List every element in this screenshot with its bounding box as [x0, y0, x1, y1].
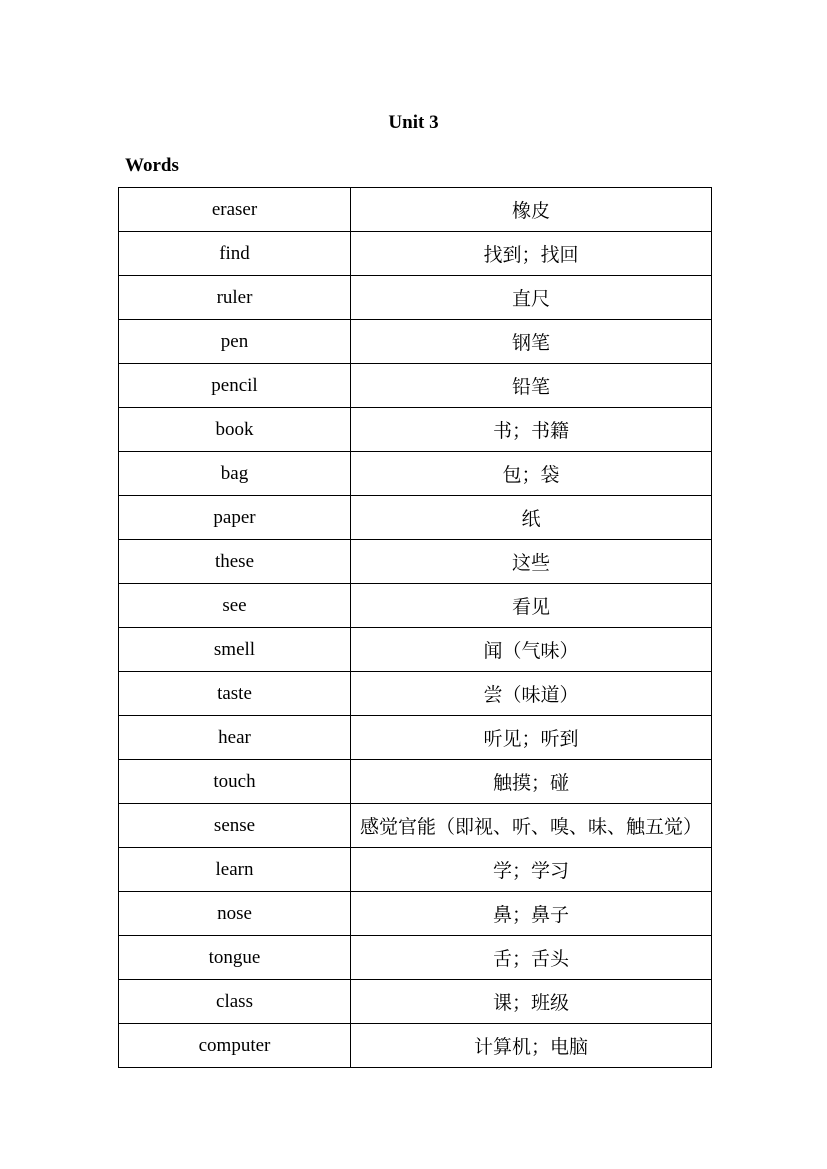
english-word-cell: smell — [119, 628, 351, 672]
chinese-meaning-cell: 找到；找回 — [351, 232, 712, 276]
chinese-meaning-cell: 课；班级 — [351, 980, 712, 1024]
chinese-meaning-cell: 学；学习 — [351, 848, 712, 892]
english-word-cell: class — [119, 980, 351, 1024]
chinese-meaning-cell: 纸 — [351, 496, 712, 540]
english-word-cell: bag — [119, 452, 351, 496]
page-title: Unit 3 — [388, 112, 439, 133]
chinese-meaning-cell: 包；袋 — [351, 452, 712, 496]
english-word-cell: pen — [119, 320, 351, 364]
english-word-cell: ruler — [119, 276, 351, 320]
table-row — [119, 804, 712, 848]
table-row — [119, 276, 712, 320]
table-row — [119, 936, 712, 980]
english-word-cell: touch — [119, 760, 351, 804]
chinese-meaning-cell: 书；书籍 — [351, 408, 712, 452]
english-word-cell: these — [119, 540, 351, 584]
table-row — [119, 320, 712, 364]
table-row — [119, 980, 712, 1024]
table-row — [119, 716, 712, 760]
english-word-cell: learn — [119, 848, 351, 892]
chinese-meaning-cell: 橡皮 — [351, 188, 712, 232]
chinese-meaning-cell: 钢笔 — [351, 320, 712, 364]
vocabulary-table — [118, 187, 712, 1068]
chinese-meaning-cell: 计算机；电脑 — [351, 1024, 712, 1068]
table-row — [119, 584, 712, 628]
english-word-cell: book — [119, 408, 351, 452]
table-row — [119, 760, 712, 804]
chinese-meaning-cell: 感觉官能（即视、听、嗅、味、触五觉） — [351, 804, 712, 848]
chinese-meaning-cell: 尝（味道） — [351, 672, 712, 716]
english-word-cell: eraser — [119, 188, 351, 232]
table-row — [119, 540, 712, 584]
chinese-meaning-cell: 直尺 — [351, 276, 712, 320]
chinese-meaning-cell: 看见 — [351, 584, 712, 628]
table-row — [119, 628, 712, 672]
table-row — [119, 672, 712, 716]
table-row — [119, 364, 712, 408]
chinese-meaning-cell: 铅笔 — [351, 364, 712, 408]
english-word-cell: tongue — [119, 936, 351, 980]
table-row — [119, 408, 712, 452]
chinese-meaning-cell: 这些 — [351, 540, 712, 584]
english-word-cell: pencil — [119, 364, 351, 408]
english-word-cell: find — [119, 232, 351, 276]
table-row — [119, 892, 712, 936]
chinese-meaning-cell: 舌；舌头 — [351, 936, 712, 980]
chinese-meaning-cell: 听见；听到 — [351, 716, 712, 760]
table-row — [119, 188, 712, 232]
english-word-cell: sense — [119, 804, 351, 848]
table-row — [119, 496, 712, 540]
section-heading: Words — [125, 155, 179, 176]
english-word-cell: taste — [119, 672, 351, 716]
table-row — [119, 1024, 712, 1068]
english-word-cell: hear — [119, 716, 351, 760]
table-row — [119, 452, 712, 496]
english-word-cell: nose — [119, 892, 351, 936]
chinese-meaning-cell: 鼻；鼻子 — [351, 892, 712, 936]
chinese-meaning-cell: 闻（气味） — [351, 628, 712, 672]
table-row — [119, 848, 712, 892]
english-word-cell: paper — [119, 496, 351, 540]
table-row — [119, 232, 712, 276]
english-word-cell: see — [119, 584, 351, 628]
chinese-meaning-cell: 触摸；碰 — [351, 760, 712, 804]
vocabulary-table-body — [119, 188, 712, 1068]
english-word-cell: computer — [119, 1024, 351, 1068]
